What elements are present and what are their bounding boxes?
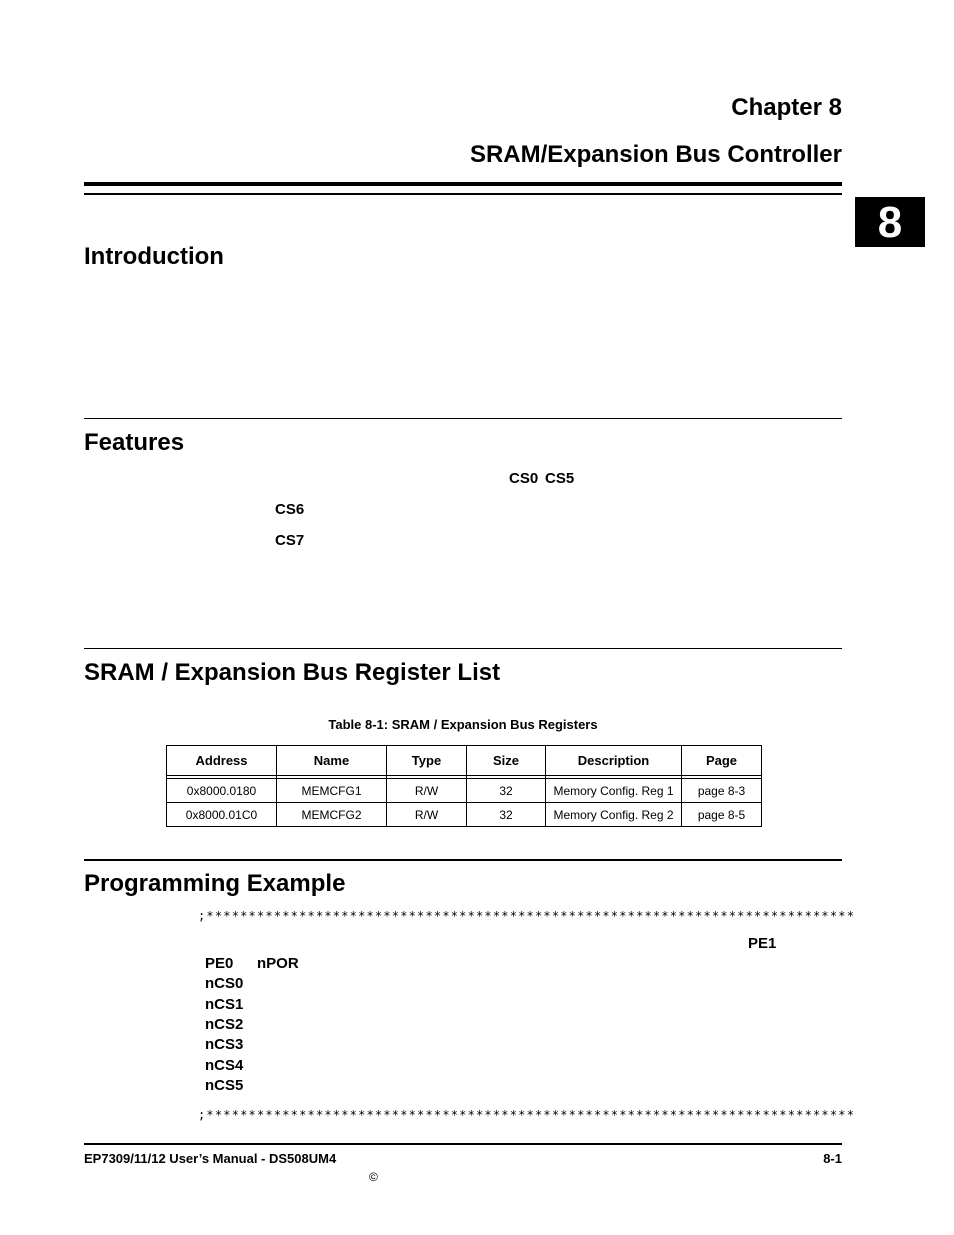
table-caption: Table 8-1: SRAM / Expansion Bus Registers: [328, 717, 598, 732]
cell-size: 32: [467, 779, 546, 803]
header-rule-thin: [84, 193, 842, 195]
programming-heading: Programming Example: [84, 870, 346, 897]
signal-ncs1: nCS1: [205, 996, 244, 1013]
signal-ncs4: nCS4: [205, 1057, 244, 1074]
cell-size: 32: [467, 803, 546, 827]
footer-manual-title: EP7309/11/12 User’s Manual - DS508UM4: [84, 1151, 337, 1166]
chapter-tab: 8: [855, 197, 925, 247]
signal-pe1: PE1: [748, 935, 777, 952]
register-table: [166, 745, 762, 827]
signal-cs5: CS5: [545, 470, 575, 487]
table-row: [167, 779, 762, 803]
cell-name: MEMCFG1: [277, 779, 387, 803]
cell-page: page 8-5: [682, 803, 762, 827]
cell-description: Memory Config. Reg 2: [546, 803, 682, 827]
signal-ncs3: nCS3: [205, 1036, 244, 1053]
code-comment-rule: ;*****************************************************************************: [198, 909, 856, 923]
cell-type: R/W: [387, 803, 467, 827]
cell-address: 0x8000.01C0: [167, 803, 277, 827]
chapter-title: SRAM/Expansion Bus Controller: [469, 141, 842, 168]
signal-cs6: CS6: [275, 501, 305, 518]
chapter-number: Chapter 8: [731, 94, 842, 121]
copyright-symbol: ©: [369, 1170, 378, 1184]
section-divider: [84, 418, 842, 419]
table-row: [167, 803, 762, 827]
col-header-size: Size: [467, 746, 546, 776]
signal-ncs2: nCS2: [205, 1016, 244, 1033]
signal-npor: nPOR: [257, 955, 299, 972]
register-list-heading: SRAM / Expansion Bus Register List: [84, 659, 501, 686]
cell-description: Memory Config. Reg 1: [546, 779, 682, 803]
header-rule-thick: [84, 182, 842, 186]
col-header-name: Name: [277, 746, 387, 776]
signal-ncs5: nCS5: [205, 1077, 244, 1094]
features-heading: Features: [84, 429, 185, 456]
cell-type: R/W: [387, 779, 467, 803]
col-header-address: Address: [167, 746, 277, 776]
signal-cs0: CS0: [509, 470, 539, 487]
cell-address: 0x8000.0180: [167, 779, 277, 803]
cell-page: page 8-3: [682, 779, 762, 803]
signal-cs7: CS7: [275, 532, 305, 549]
footer-page-number: 8-1: [823, 1151, 842, 1166]
cell-name: MEMCFG2: [277, 803, 387, 827]
col-header-description: Description: [546, 746, 682, 776]
signal-ncs0: nCS0: [205, 975, 244, 992]
col-header-page: Page: [682, 746, 762, 776]
signal-pe0: PE0: [205, 955, 234, 972]
section-divider: [84, 648, 842, 649]
footer-rule: [84, 1143, 842, 1145]
code-comment-rule: ;*****************************************************************************: [198, 1108, 856, 1122]
section-divider: [84, 859, 842, 861]
col-header-type: Type: [387, 746, 467, 776]
table-header-row: [167, 746, 762, 776]
introduction-heading: Introduction: [84, 243, 224, 270]
